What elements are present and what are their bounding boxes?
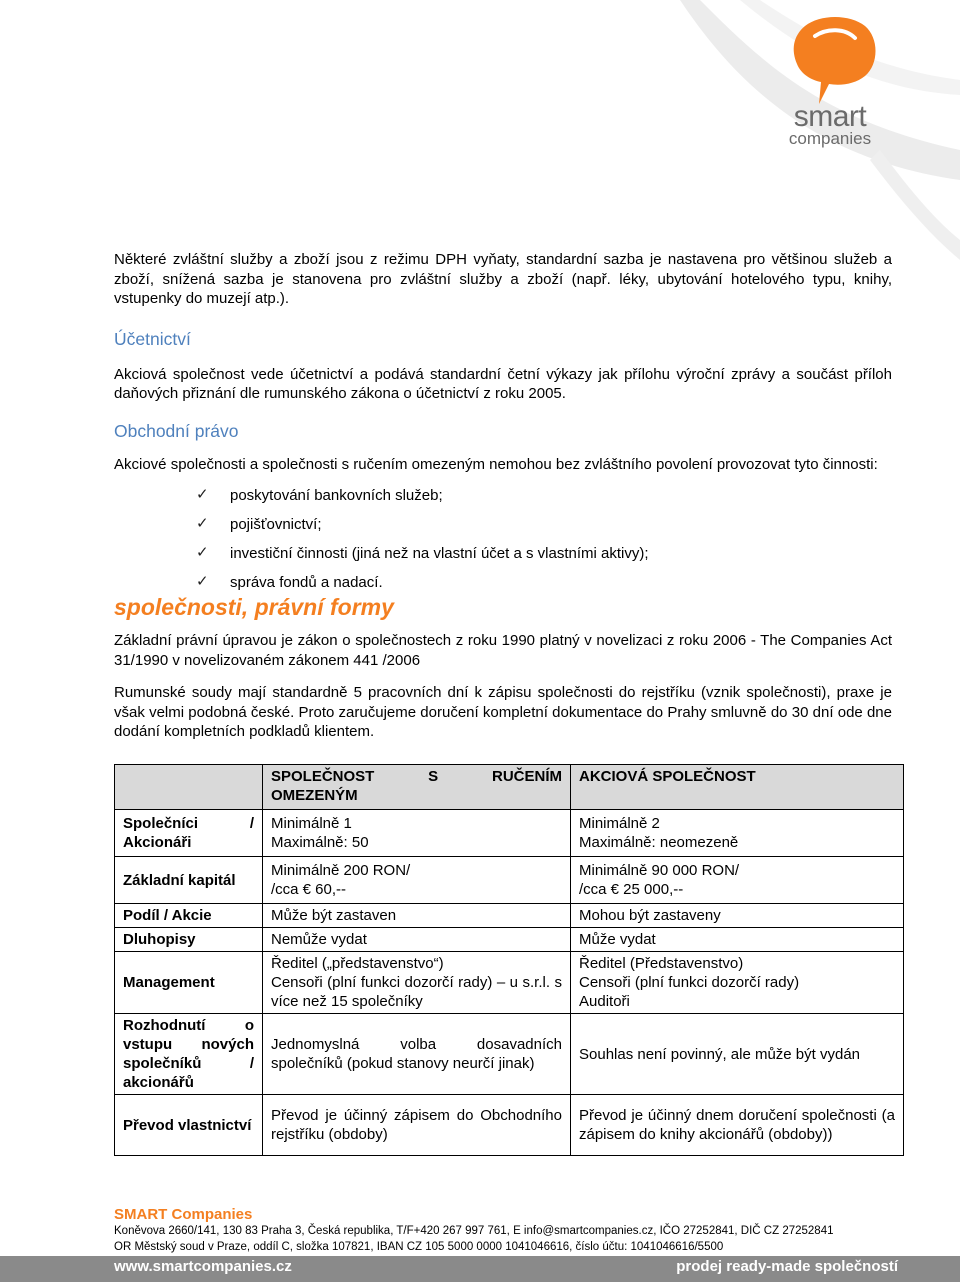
table-cell: Minimálně 90 000 RON/ /cca € 25 000,-- [571, 857, 904, 904]
intro-paragraph: Některé zvláštní služby a zboží jsou z režimu DPH vyňaty, standardní sazba je nastavena pro většinou služeb a zboží, snížená sazba je stanovena pro zvláštní služby a zboží (např. léky, ubytování hotelového typu, knihy, vstupenky do muzejí atp.). [114, 251, 892, 307]
row-label: Společníci / Akcionáři [115, 810, 263, 857]
table-row [115, 1095, 904, 1156]
table-cell: Převod je účinný dnem doručení společnosti (a zápisem do knihy akcionářů (obdoby)) [571, 1095, 904, 1156]
accounting-paragraph: Akciová společnost vede účetnictví a podává standardní četní výkazy jak přílohu výroční zprávy a součást příloh daňových přiznání dle rumunského zákona o účetnictví z roku 2005. [114, 365, 892, 402]
row-label: Převod vlastnictví [115, 1095, 263, 1156]
legal-forms-paragraph-1: Základní právní úpravou je zákon o společnostech z roku 1990 platný v novelizaci z roku 2006 - The Companies Act 31/1990 v novelizovaném zákonem 441 /2006 [114, 632, 892, 669]
table-cell: Minimálně 1 Maximálně: 50 [263, 810, 571, 857]
footer-address: Koněvova 2660/141, 130 83 Praha 3, Česká republika, T/F+420 267 997 761, E info@smartcompanies.cz, IČO 27252841, DIČ CZ 27252841 [114, 1225, 834, 1237]
restricted-activities-list [114, 486, 892, 602]
row-label: Podíl / Akcie [115, 904, 263, 928]
list-item: ✓ správa fondů a nadací. [196, 572, 383, 591]
table-cell: Ředitel („představenstvo“) Censoři (plní funkci dozorčí rady) – u s.r.l. s více než 15 společníky [263, 952, 571, 1014]
table-row [115, 952, 904, 1014]
table-cell: Minimálně 200 RON/ /cca € 60,-- [263, 857, 571, 904]
commercial-law-paragraph: Akciové společnosti a společnosti s ručením omezeným nemohou bez zvláštního povolení provozovat tyto činnosti: [114, 455, 878, 473]
document-body [114, 250, 892, 742]
footer-website-link[interactable]: www.smartcompanies.cz [114, 1258, 292, 1275]
row-label: Základní kapitál [115, 857, 263, 904]
table-row [115, 1014, 904, 1095]
comparison-table [114, 764, 904, 1156]
table-row [115, 857, 904, 904]
table-row [115, 904, 904, 928]
checkmark-icon: ✓ [196, 485, 209, 503]
footer-registration: OR Městský soud v Praze, oddíl C, složka 107821, IBAN CZ 105 5000 0000 1041046616, číslo účtu: 1041046616/5500 [114, 1241, 724, 1253]
heading-accounting: Účetnictví [114, 328, 191, 349]
logo-word-companies: companies [788, 129, 872, 148]
table-cell: Jednomyslná volba dosavadních společníků (pokud stanovy neurčí jinak) [263, 1014, 571, 1095]
row-label: Management [115, 952, 263, 1014]
table-cell: Převod je účinný zápisem do Obchodního rejstříku (obdoby) [263, 1095, 571, 1156]
logo-word-smart: smart [793, 100, 867, 133]
table-header-srl: SPOLEČNOST S RUČENÍM OMEZENÝM [263, 765, 571, 810]
checkmark-icon: ✓ [196, 572, 209, 590]
table-row [115, 810, 904, 857]
table-cell: Může vydat [571, 928, 904, 952]
table-header-sa: AKCIOVÁ SPOLEČNOST [571, 765, 904, 810]
heading-commercial-law: Obchodní právo [114, 420, 239, 441]
footer-company-name: SMART Companies [114, 1206, 253, 1223]
row-label: Rozhodnutí o vstupu nových společníků / akcionářů [115, 1014, 263, 1095]
table-cell: Může být zastaven [263, 904, 571, 928]
page-footer [114, 1206, 904, 1255]
list-item: ✓ pojišťovnictví; [196, 514, 322, 533]
table-header-empty [115, 765, 263, 810]
table-cell: Souhlas není povinný, ale může být vydán [571, 1014, 904, 1095]
heading-legal-forms: společnosti, právní formy [114, 594, 394, 620]
legal-forms-paragraph-2: Rumunské soudy mají standardně 5 pracovních dní k zápisu společnosti do rejstříku (vznik společnosti), praxe je však velmi podobná české. Proto zaručujeme doručení kompletní dokumentace do Prahy smluvně do 30 dní ode dne dodání kompletních podkladů klientem. [114, 684, 892, 740]
table-cell: Ředitel (Představenstvo) Censoři (plní funkci dozorčí rady) Auditoři [571, 952, 904, 1014]
table-header-row [115, 765, 904, 810]
table-cell: Nemůže vydat [263, 928, 571, 952]
list-item: ✓ investiční činnosti (jiná než na vlastní účet a s vlastními aktivy); [196, 543, 649, 562]
list-item: ✓ poskytování bankovních služeb; [196, 485, 443, 504]
logo-wordmark [775, 100, 885, 148]
table-row [115, 928, 904, 952]
checkmark-icon: ✓ [196, 543, 209, 561]
table-cell: Mohou být zastaveny [571, 904, 904, 928]
row-label: Dluhopisy [115, 928, 263, 952]
footer-tagline: prodej ready-made společností [676, 1258, 898, 1275]
checkmark-icon: ✓ [196, 514, 209, 532]
table-cell: Minimálně 2 Maximálně: neomezeně [571, 810, 904, 857]
